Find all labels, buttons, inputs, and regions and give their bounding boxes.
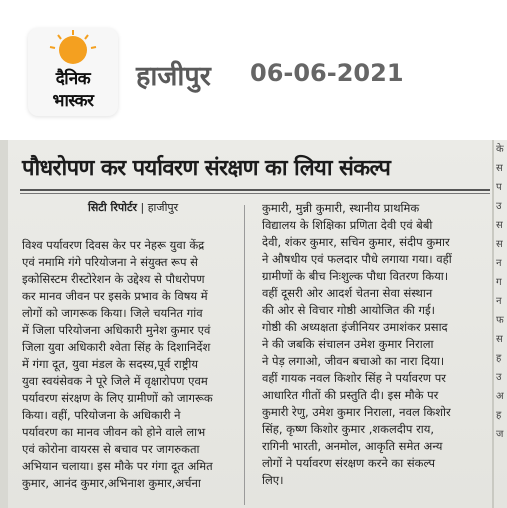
byline-reporter: सिटी रिपोर्टर	[88, 201, 137, 214]
byline-place: हाजीपुर	[147, 201, 179, 214]
article-line: गोष्ठी की अध्यक्षता इंजीनियर उमाशंकर प्रसाद	[262, 320, 448, 334]
article-line: देवी, शंकर कुमार, सचिन कुमार, संदीप कुमार	[262, 235, 450, 249]
article-line: कुमार, आनंद कुमार,अभिनाश कुमार,अर्चना	[22, 476, 201, 490]
clipping-fold	[492, 140, 494, 508]
article-line: जिला युवा अधिकारी श्वेता सिंह के दिशानिर्देश	[22, 340, 211, 354]
article-line: वहीं गायक नवल किशोर सिंह ने पर्यावरण पर	[262, 371, 446, 385]
logo-word-2: भास्कर	[52, 91, 94, 111]
adjacent-article-edge	[496, 140, 507, 508]
article-line: अभियान चलाया। इस मौके पर गंगा दूत अमित	[22, 459, 213, 473]
headline-rule	[20, 189, 490, 191]
edge-text-fragment: अ	[496, 391, 504, 402]
logo-word-1: दैनिक	[55, 69, 91, 89]
edge-text-fragment: ह	[496, 353, 502, 364]
edge-text-fragment: न	[496, 296, 502, 307]
article-line: एवं कोरोना वायरस से बचाव पर जागरुकता	[22, 442, 200, 456]
article-line: लोगों ने पर्यावरण संरक्षण करने का संकल्प	[262, 456, 435, 470]
edge-text-fragment: स	[496, 163, 503, 174]
headline-rule-thin	[20, 193, 490, 194]
article-column-1	[22, 237, 240, 492]
article-line: युवा स्वयंसेवक ने पूरे जिले में वृक्षारोपण एवम	[22, 374, 208, 388]
edge-text-fragment: प	[496, 182, 502, 193]
edge-text-fragment: स	[496, 334, 503, 345]
city-name: हाजीपुर	[136, 61, 211, 92]
sun-icon	[59, 36, 87, 64]
article-byline	[88, 200, 178, 215]
adjacent-clipping-strip	[0, 140, 8, 508]
edge-text-fragment: ज	[496, 429, 504, 440]
article-line: में गंगा दूत, युवा मंडल के सदस्य,पूर्व राष्ट्रीय	[22, 357, 199, 371]
article-line: कुमारी, मुन्नी कुमारी, स्थानीय प्राथमिक	[262, 201, 420, 215]
edge-text-fragment: स	[496, 220, 503, 231]
column-divider	[244, 205, 245, 505]
edge-text-fragment: न	[496, 258, 502, 269]
article-line: की ओर से विचार गोष्ठी आयोजित की गई।	[262, 303, 435, 317]
article-line: ग्रामीणों के बीच निःशुल्क पौधा वितरण किया।	[262, 269, 449, 283]
edge-text-fragment: फ	[496, 315, 504, 326]
article-line: विद्यालय के शिक्षिका प्रणिता देवी एवं बेबी	[262, 218, 433, 232]
article-line: पर्यावरण का मानव जीवन को होने वाले लाभ	[22, 425, 206, 439]
edge-text-fragment: ग	[496, 277, 502, 288]
edge-text-fragment: के	[496, 144, 504, 155]
article-line: पर्यावरण संरक्षण के लिए ग्रामीणों को जागरूक	[22, 391, 213, 405]
article-line: विश्व पर्यावरण दिवस केर पर नेहरू युवा केंद्र	[22, 238, 205, 252]
article-line: ने औषधीय एवं फलदार पौधे लगाया गया। वहीं	[262, 252, 452, 266]
article-headline: पौधरोपण कर पर्यावरण संरक्षण का लिया संकल्प	[22, 156, 391, 181]
article-line: लोगों को जागरूक किया। जिले चयनित गांव	[22, 306, 203, 320]
article-line: ने पेड़ लगाओ, जीवन बचाओ का नारा दिया।	[262, 354, 445, 368]
article-line: लिए।	[262, 473, 284, 487]
article-line: आधारित गीतों की प्रस्तुति दी। इस मौके पर	[262, 388, 439, 402]
edge-text-fragment: ह	[496, 410, 502, 421]
edge-text-fragment: उ	[496, 201, 502, 212]
byline-separator: |	[140, 201, 145, 214]
page-header	[0, 0, 507, 140]
edge-text-fragment: उ	[496, 372, 502, 383]
article-line: में जिला परियोजना अधिकारी मुनेश कुमार एवं	[22, 323, 211, 337]
article-line: इकोसिस्टम रीस्टोरेशन के उद्देश्य से पौधरोपण	[22, 272, 205, 286]
article-line: कर मानव जीवन पर इसके प्रभाव के विषय में	[22, 289, 208, 303]
dainik-bhaskar-logo	[28, 28, 118, 116]
article-column-2	[262, 200, 487, 489]
publication-date: 06-06-2021	[250, 59, 404, 87]
article-line: ने की जबकि संचालन उमेश कुमार निराला	[262, 337, 434, 351]
article-line: रागिनी भारती, अनमोल, आकृति समेत अन्य	[262, 439, 443, 453]
article-line: किया। वहीं, परियोजना के अधिकारी ने	[22, 408, 181, 422]
article-line: वहीं दूसरी ओर आदर्श चेतना सेवा संस्थान	[262, 286, 433, 300]
edge-text-fragment: स	[496, 239, 503, 250]
article-line: सिंह, कृष्ण किशोर कुमार ,शकलदीप राय,	[262, 422, 435, 436]
article-line: कुमारी रेणु, उमेश कुमार निराला, नवल किशोर	[262, 405, 451, 419]
article-line: एवं नमामि गंगे परियोजना ने संयुक्त रूप से	[22, 255, 198, 269]
